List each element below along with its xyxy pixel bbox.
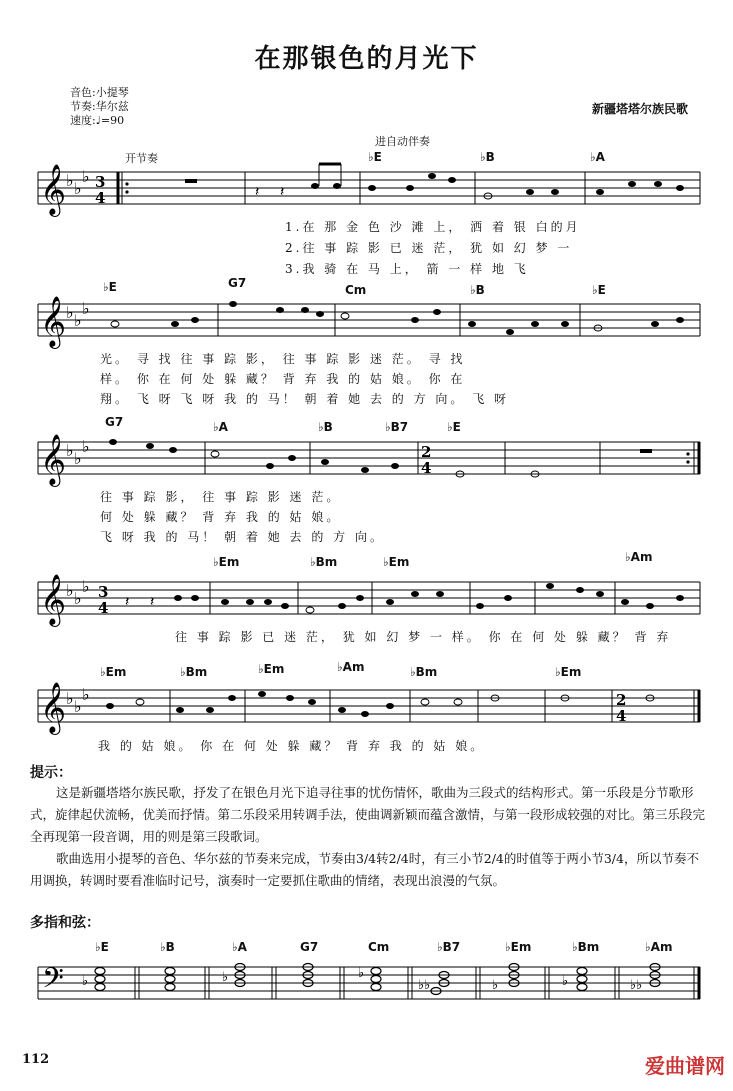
svg-text:4: 4 xyxy=(95,189,106,207)
chord-symbol: Cm xyxy=(345,283,367,297)
chord-symbol: ♭B xyxy=(480,150,495,164)
svg-text:♭: ♭ xyxy=(82,577,90,596)
chord-section-heading: 多指和弦： xyxy=(30,915,100,931)
svg-text:4: 4 xyxy=(98,599,109,617)
chord-table-label: ♭Em xyxy=(505,940,532,954)
staff-system-1 xyxy=(0,160,733,220)
svg-text:♭: ♭ xyxy=(66,581,74,600)
hint-paragraph: 这是新疆塔塔尔族民歌，抒发了在银色月光下追寻往事的忧伤情怀，歌曲为三段式的结构形式。第一乐段是分节歌形式，旋律起伏流畅，优美而抒情。第二乐段采用转调手法，使曲调新颖而蕴含激情，与第一段形成较强的对比。第三乐段完全再现第一段音调，用的则是第三段歌词。 xyxy=(30,785,706,844)
chord-table-label: Cm xyxy=(368,940,390,954)
svg-text:♭: ♭ xyxy=(82,167,90,186)
lyric-line: 我 的 姑 娘。 你 在 何 处 躲 藏？ 背 弃 我 的 姑 娘。 xyxy=(98,739,486,753)
bass-clef-icon: 𝄢 xyxy=(42,962,64,1002)
tempo-label: 速度:♩=90 xyxy=(70,114,125,127)
staff-system-2 xyxy=(0,292,733,352)
chord-table-label: ♭E xyxy=(95,940,109,954)
timbre-label: 音色:小提琴 xyxy=(70,86,129,99)
lyric-line: 光。 寻 找 往 事 踪 影， 往 事 踪 影 迷 茫。 寻 找 xyxy=(100,352,466,366)
bass-staff-chords xyxy=(0,955,733,1015)
svg-text:𝄽: 𝄽 xyxy=(150,594,155,610)
chord-symbol: ♭Am xyxy=(337,660,365,674)
chord-symbol: ♭Am xyxy=(625,550,653,564)
lyric-line: 样。 你 在 何 处 躲 藏？ 背 弃 我 的 姑 娘。 你 在 xyxy=(100,372,466,386)
chord-symbol: ♭B xyxy=(470,283,485,297)
chord-symbol: G7 xyxy=(228,276,247,290)
svg-text:♭: ♭ xyxy=(66,303,74,322)
meta-block xyxy=(70,86,129,128)
chord-table-label: ♭B xyxy=(160,940,175,954)
svg-text:3: 3 xyxy=(95,173,106,191)
chord-symbol: ♭A xyxy=(213,420,228,434)
watermark-logo: 爱曲谱网 xyxy=(645,1054,725,1078)
lyric-line: 往 事 踪 影， 往 事 踪 影 迷 茫。 xyxy=(100,490,342,504)
treble-clef-icon: 𝄞 xyxy=(40,434,67,485)
svg-text:♭: ♭ xyxy=(74,449,82,468)
chord-symbol: ♭A xyxy=(590,150,605,164)
svg-text:𝄽: 𝄽 xyxy=(280,184,285,200)
svg-text:♭♭: ♭♭ xyxy=(630,978,643,993)
svg-text:♭: ♭ xyxy=(492,978,499,993)
chord-symbol: ♭Bm xyxy=(310,555,338,569)
intro-label: 开节奏 xyxy=(125,152,158,165)
svg-text:2: 2 xyxy=(421,443,432,461)
svg-text:♭♭: ♭♭ xyxy=(418,978,431,993)
svg-text:♭: ♭ xyxy=(82,437,90,456)
staff-system-4 xyxy=(0,570,733,630)
svg-text:♭: ♭ xyxy=(562,974,569,989)
lyric-line: 翔。 飞 呀 飞 呀 我 的 马！ 朝 着 她 去 的 方 向。 飞 呀 xyxy=(100,392,510,406)
svg-text:♭: ♭ xyxy=(66,441,74,460)
treble-clef-icon: 𝄞 xyxy=(40,164,67,215)
origin-label: 新疆塔塔尔族民歌 xyxy=(591,102,688,116)
chord-symbol: ♭Bm xyxy=(410,665,438,679)
svg-text:4: 4 xyxy=(616,707,627,725)
lyric-line: 3.我 骑 在 马 上， 箭 一 样 地 飞 xyxy=(285,262,529,276)
svg-text:3: 3 xyxy=(98,583,109,601)
svg-text:♭: ♭ xyxy=(222,970,229,985)
chord-table-label: ♭A xyxy=(232,940,247,954)
svg-text:♭: ♭ xyxy=(358,966,365,981)
accomp-label: 进自动伴奏 xyxy=(375,135,430,148)
svg-text:♭: ♭ xyxy=(82,299,90,318)
chord-symbol: ♭E xyxy=(447,420,461,434)
chord-symbol: ♭E xyxy=(103,280,117,294)
chord-symbol: ♭Em xyxy=(100,665,127,679)
chord-table-label: G7 xyxy=(300,940,319,954)
svg-text:𝄽: 𝄽 xyxy=(255,184,260,200)
rhythm-label: 节奏:华尔兹 xyxy=(70,100,129,113)
chord-table-label: ♭Am xyxy=(645,940,673,954)
chord-symbol: G7 xyxy=(105,415,124,429)
staff-system-3 xyxy=(0,430,733,490)
chord-symbol: ♭E xyxy=(368,150,382,164)
lyric-line: 何 处 躲 藏？ 背 弃 我 的 姑 娘。 xyxy=(100,510,342,524)
song-title: 在那银色的月光下 xyxy=(254,44,479,74)
hint-paragraph: 歌曲选用小提琴的音色、华尔兹的节奏来完成，节奏由3/4转2/4时，有三小节2/4的时值等于两小节3/4，所以节奏不用调换，转调时要看准临时记号，演奏时一定要抓住歌曲的情绪，表现出浪漫的气氛。 xyxy=(30,851,699,888)
svg-text:♭: ♭ xyxy=(74,589,82,608)
svg-text:𝄽: 𝄽 xyxy=(125,594,130,610)
chord-symbol: ♭Bm xyxy=(180,665,208,679)
hint-heading: 提示： xyxy=(30,765,72,781)
svg-text:♭: ♭ xyxy=(74,179,82,198)
svg-text:♭: ♭ xyxy=(74,697,82,716)
svg-text:♭: ♭ xyxy=(66,171,74,190)
svg-text:4: 4 xyxy=(421,459,432,477)
chord-table-label: ♭B7 xyxy=(437,940,461,954)
chord-table-label: ♭Bm xyxy=(572,940,600,954)
treble-clef-icon: 𝄞 xyxy=(40,574,67,625)
chord-symbol: ♭E xyxy=(592,283,606,297)
chord-symbol: ♭Em xyxy=(213,555,240,569)
page-number: 112 xyxy=(22,1052,50,1067)
lyric-line: 1.在 那 金 色 沙 滩 上， 洒 着 银 白的月 xyxy=(285,220,581,234)
lyric-line: 飞 呀 我 的 马！ 朝 着 她 去 的 方 向。 xyxy=(100,530,385,544)
chord-symbol: ♭Em xyxy=(383,555,410,569)
svg-text:2: 2 xyxy=(616,691,627,709)
lyric-line: 往 事 踪 影 已 迷 茫， 犹 如 幻 梦 一 样。 你 在 何 处 躲 藏？ 背 弃 xyxy=(175,630,672,644)
staff-system-5 xyxy=(0,678,733,738)
lyric-line: 2.往 事 踪 影 已 迷 茫， 犹 如 幻 梦 一 xyxy=(285,241,573,255)
chord-symbol: ♭Em xyxy=(555,665,582,679)
treble-clef-icon: 𝄞 xyxy=(40,682,67,733)
svg-text:♭: ♭ xyxy=(66,689,74,708)
chord-symbol: ♭B xyxy=(318,420,333,434)
chord-symbol: ♭Em xyxy=(258,662,285,676)
chord-symbol: ♭B7 xyxy=(385,420,409,434)
svg-text:♭: ♭ xyxy=(74,311,82,330)
treble-clef-icon: 𝄞 xyxy=(40,296,67,347)
svg-text:♭: ♭ xyxy=(82,685,90,704)
svg-text:♭: ♭ xyxy=(82,974,89,989)
